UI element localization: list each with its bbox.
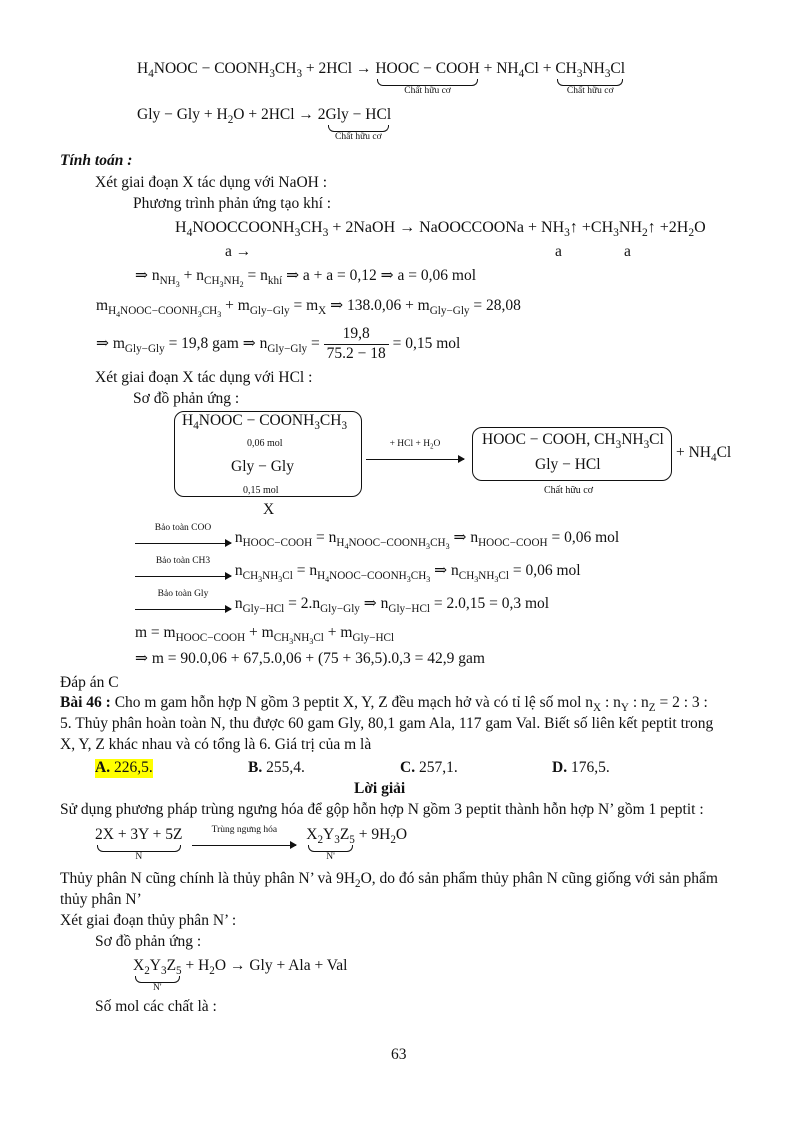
- solution-line-3: thủy phân N’: [60, 891, 142, 908]
- reaction-2: Gly − Gly + $H_2O + 2HCl \to 2$ Gly − HCl Chất hữu cơ: [137, 106, 392, 142]
- solution-line-1: Sử dụng phương pháp trùng ngưng hóa để gộp hỗn hợp N gồm 3 peptit thành hỗn hợp N’ gồm 1 peptit :: [60, 801, 704, 818]
- stage-a-title: Xét giai đoạn X tác dụng với NaOH :: [95, 174, 328, 191]
- reaction-1-product-1: HOOC − COOH Chất hữu cơ: [375, 60, 480, 96]
- conservation-1: Bảo toàn COO $n_{HOOC-COOH} = n_{H_4NOOC-COONH_3CH_3}$ ⇒ $n_{HOOC-COOH} = 0,06$ mol: [135, 524, 619, 553]
- option-b: B. 255,4.: [248, 759, 305, 776]
- stage-a-sub: Phương trình phản ứng tạo khí :: [133, 195, 332, 212]
- hydrolysis-equation: $X_2Y_3Z_5$ N' + $H_2O$ → Gly + Ala + Val: [133, 957, 348, 993]
- q46-line-3: X, Y, Z khác nhau và có tổng là 6. Giá trị của m là: [60, 736, 372, 753]
- conservation-2: Bảo toàn CH3 $n_{CH_3NH_3Cl} = n_{H_4NOOC-COONH_3CH_3}$ ⇒ $n_{CH_3NH_3Cl} = 0,06$ mol: [135, 557, 581, 586]
- solution-line-2: Thủy phân N cũng chính là thủy phân N’ và $9H_2O$, do đó sản phẩm thủy phân N cũng giống với sản phẩm: [60, 870, 718, 890]
- calc-heading: Tính toán :: [60, 152, 133, 169]
- reactant-1: $H_4NOOC$ − $COONH_3CH_3$: [182, 412, 348, 432]
- q46-line-2: 5. Thủy phân hoàn toàn N, thu được 60 gam Gly, 80,1 gam Ala, 117 gam Val. Biết số liên kết peptit trong: [60, 715, 714, 732]
- reaction-1: $H_4NOOC$ − $COONH_3CH_3 + 2HCl$ → HOOC − COOH Chất hữu cơ + $NH_4Cl$ + $CH_3NH_3Cl$ Chất hữu cơ: [137, 60, 626, 96]
- answer: Đáp án C: [60, 674, 119, 691]
- stage-b-sub: Sơ đồ phản ứng :: [133, 390, 240, 407]
- solution-heading: Lời giải: [354, 780, 406, 797]
- reaction-2-product: Gly − HCl Chất hữu cơ: [325, 106, 392, 142]
- q46-line-1: Bài 46 : Cho m gam hỗn hợp N gồm 3 peptit X, Y, Z đều mạch hở và có tỉ lệ số mol $n_X$ : $n_Y$ : $n_Z = 2$ : 3 :: [60, 694, 708, 714]
- condensation-equation: 2X + 3Y + 5Z N Trùng ngưng hóa $X_2Y_3Z_5$ N' + $9H_2O$: [95, 825, 408, 862]
- conservation-3: Bảo toàn Gly $n_{Gly-HCl} = 2.n_{Gly-Gly}$ ⇒ $n_{Gly-HCl} = 2.0,15 = 0,3$ mol: [135, 590, 549, 619]
- stage-a-a1: a →: [225, 243, 252, 260]
- scheme-arrow: + HCl + $H_2O$: [366, 440, 464, 469]
- reaction-1-left: $H_4NOOC$ − $COONH_3CH_3 + 2HCl$ →: [137, 60, 372, 80]
- mass-result: ⇒ m = 90.0,06 + 67,5.0,06 + (75 + 36,5).0,3 = 42,9 gam: [135, 650, 485, 667]
- fraction: $\frac{19,8}{75.2 - 18}$: [324, 325, 389, 363]
- page-number: 63: [391, 1046, 407, 1063]
- product-2: Gly − HCl: [535, 456, 601, 473]
- stage-b-title: Xét giai đoạn X tác dụng với HCl :: [95, 369, 313, 386]
- stage-a-line-3: ⇒ $m_{Gly-Gly} = 19,8$ gam ⇒ $n_{Gly-Gly}$ = $\frac{19,8}{75.2 - 18}$ = 0,15 mol: [96, 325, 461, 362]
- solution-line-6: Số mol các chất là :: [95, 998, 217, 1015]
- option-c: C. 257,1.: [400, 759, 458, 776]
- option-d: D. 176,5.: [552, 759, 610, 776]
- reactant-2: Gly − Gly: [231, 458, 294, 475]
- stage-a-equation: $H_4NOOCCOONH_3CH_3$ + 2NaOH → NaOOCCOONa + $NH_3↑$ $+CH_3NH_2↑ +2H_2O$: [175, 219, 706, 240]
- stage-a-line-1: ⇒ $n_{NH_3} + n_{CH_3NH_2} = n_{khí}$ ⇒ a + a = 0,12 ⇒ a = 0,06 mol: [135, 267, 477, 289]
- stage-a-a2: a: [555, 243, 562, 260]
- reactant-1-mol: 0,06 mol: [247, 438, 283, 449]
- product-label: Chất hữu cơ: [544, 485, 594, 496]
- product-1: HOOC − COOH, $CH_3NH_3Cl$: [482, 431, 664, 451]
- nh4cl: + $NH_4Cl$: [676, 444, 732, 464]
- stage-a-line-2: $m_{H_4NOOC-COONH_3CH_3} + m_{Gly-Gly} = m_X$ ⇒ $138.0,06 + m_{Gly-Gly} = 28,08$: [96, 297, 521, 319]
- stage-a-a3: a: [624, 243, 631, 260]
- x-label: X: [263, 501, 275, 518]
- solution-line-4: Xét giai đoạn thủy phân N’ :: [60, 912, 237, 929]
- reaction-1-product-2: $CH_3NH_3Cl$ Chất hữu cơ: [555, 60, 626, 96]
- reactant-2-mol: 0,15 mol: [243, 485, 279, 496]
- mass-sum: $m = m_{HOOC-COOH} + m_{CH_3NH_3Cl} + m_{Gly-HCl}$: [135, 624, 395, 646]
- option-a: A. 226,5.: [95, 759, 153, 776]
- solution-line-5: Sơ đồ phản ứng :: [95, 933, 202, 950]
